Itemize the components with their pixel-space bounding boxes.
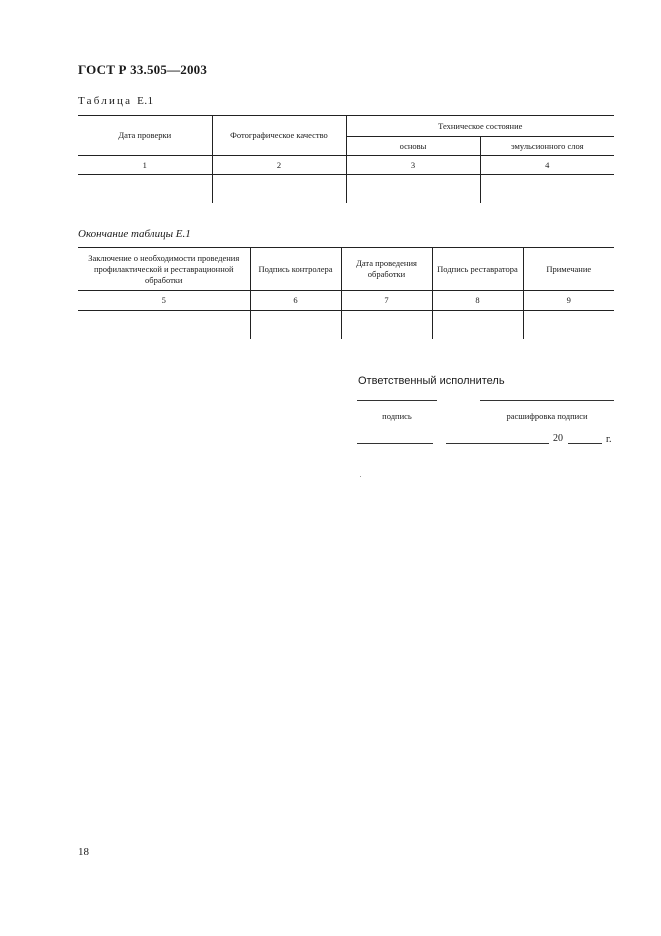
table-e1-end bbox=[78, 247, 614, 339]
table-caption-number: Е.1 bbox=[137, 95, 154, 107]
header-base: основы bbox=[346, 137, 480, 156]
table-e1 bbox=[78, 115, 614, 203]
document-code: ГОСТ Р 33.505—2003 bbox=[78, 62, 208, 77]
column-number-6: 6 bbox=[250, 291, 341, 311]
table-caption bbox=[78, 95, 154, 107]
signature-decode-line bbox=[480, 400, 614, 401]
column-number-5: 5 bbox=[78, 291, 250, 311]
column-number-7: 7 bbox=[341, 291, 432, 311]
signature-line bbox=[357, 400, 437, 401]
header-photo-quality: Фотографическое качество bbox=[212, 116, 346, 156]
column-number-4: 4 bbox=[480, 156, 614, 175]
empty-cell bbox=[523, 311, 614, 339]
header-emulsion: эмульсионного слоя bbox=[480, 137, 614, 156]
column-number-9: 9 bbox=[523, 291, 614, 311]
header-note: Примечание bbox=[523, 248, 614, 291]
page-number: 18 bbox=[78, 846, 89, 858]
header-processing-date: Дата проведения обработки bbox=[341, 248, 432, 291]
scan-dot bbox=[360, 476, 361, 477]
column-number-2: 2 bbox=[212, 156, 346, 175]
table-caption-word: Таблица bbox=[78, 95, 133, 107]
date-line-day bbox=[357, 443, 433, 444]
empty-cell bbox=[346, 175, 480, 203]
date-line-month bbox=[446, 443, 549, 444]
empty-cell bbox=[341, 311, 432, 339]
empty-cell bbox=[212, 175, 346, 203]
signature-decode-label: расшифровка подписи bbox=[506, 411, 588, 421]
table-continuation-caption: Окончание таблицы Е.1 bbox=[78, 228, 191, 240]
header-tech-state: Техническое состояние bbox=[346, 116, 614, 137]
header-controller-signature: Подпись контролера bbox=[250, 248, 341, 291]
empty-cell bbox=[432, 311, 523, 339]
year-prefix: 20 bbox=[553, 433, 563, 444]
header-conclusion: Заключение о необходимости проведения профилактической и реставрационной обработки bbox=[78, 248, 250, 291]
empty-cell bbox=[480, 175, 614, 203]
header-date-check: Дата проверки bbox=[78, 116, 212, 156]
column-number-8: 8 bbox=[432, 291, 523, 311]
empty-cell bbox=[78, 311, 250, 339]
column-number-1: 1 bbox=[78, 156, 212, 175]
header-restorer-signature: Подпись реставратора bbox=[432, 248, 523, 291]
column-number-3: 3 bbox=[346, 156, 480, 175]
date-line-year bbox=[568, 443, 602, 444]
year-suffix: г. bbox=[606, 434, 612, 445]
empty-cell bbox=[250, 311, 341, 339]
responsible-executor-title: Ответственный исполнитель bbox=[358, 375, 505, 387]
empty-cell bbox=[78, 175, 212, 203]
signature-label: подпись bbox=[382, 411, 412, 421]
